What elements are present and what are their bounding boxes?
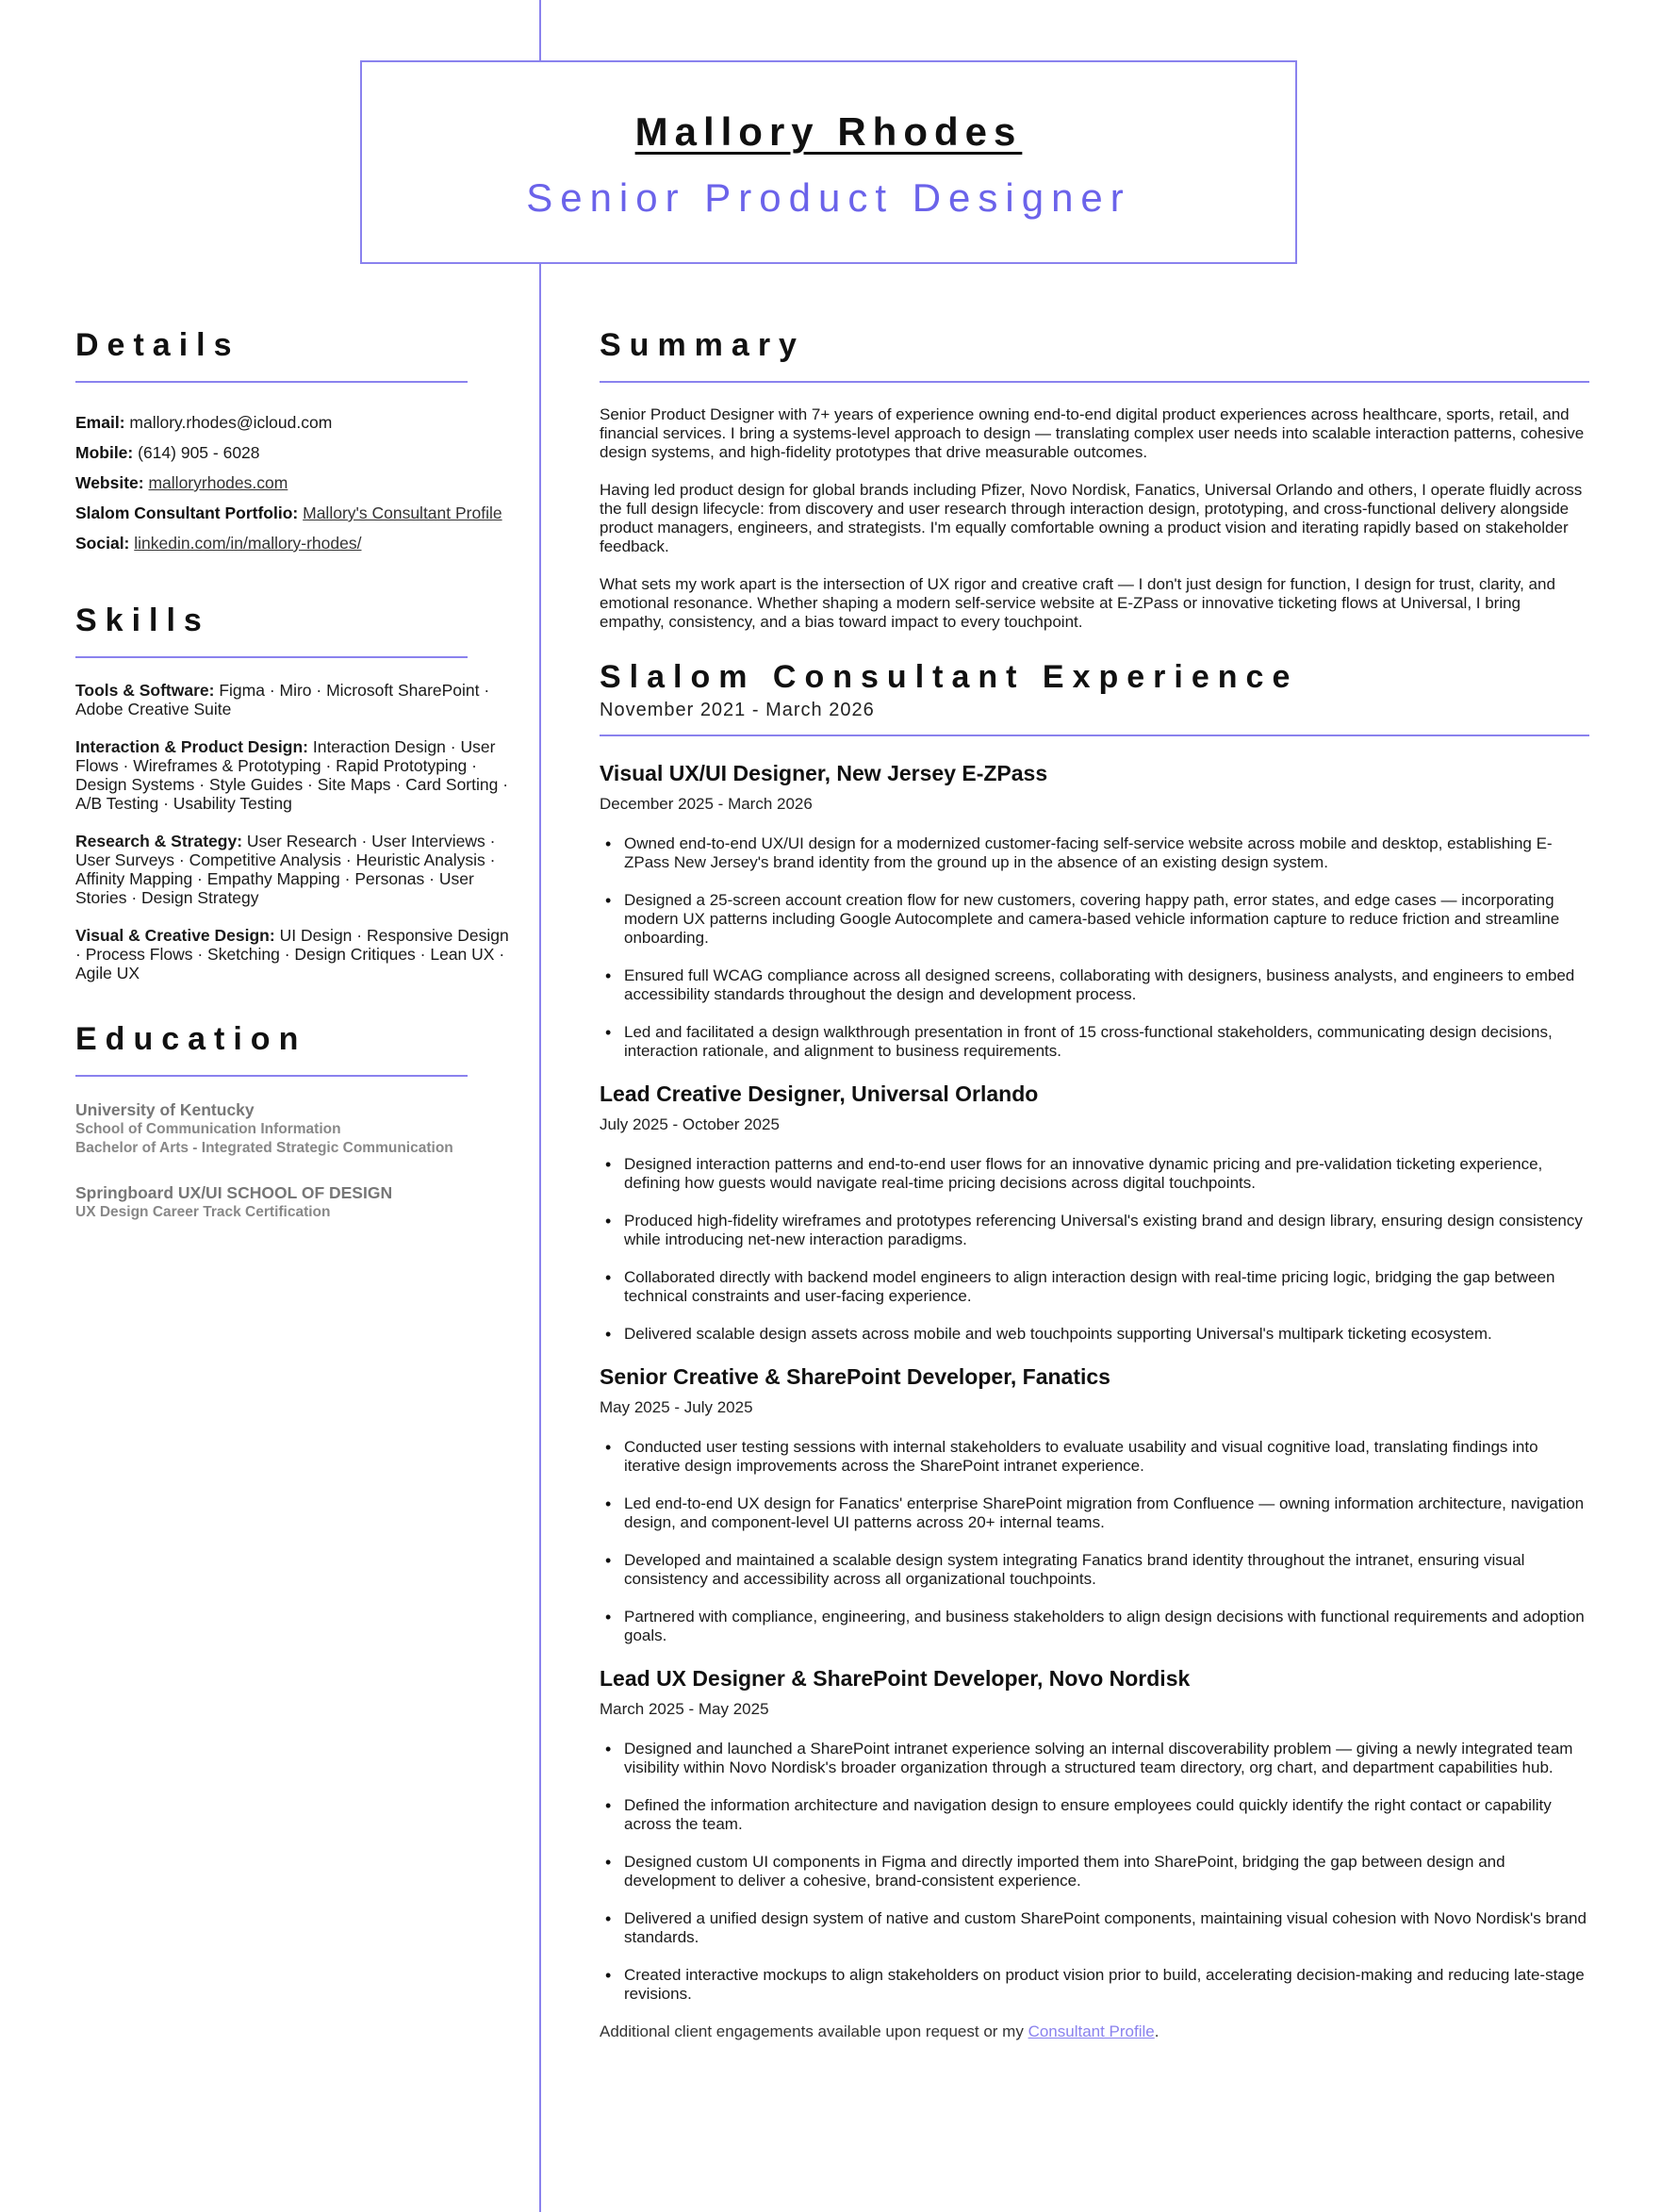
footer-note [600,2022,1589,2041]
skill-group [75,737,518,813]
school-name: Springboard UX/UI SCHOOL OF DESIGN [75,1183,393,1202]
job-bullets [600,1155,1589,1344]
education-item [75,1099,518,1158]
skill-group-label: Visual & Creative Design: [75,926,275,945]
skill-group-label: Research & Strategy: [75,832,243,850]
portfolio-label: Slalom Consultant Portfolio: [75,503,299,522]
section-rule [75,656,468,658]
social-row [75,528,518,558]
job-bullet: • Designed custom UI components in Figma and directly imported them into SharePoint, bridging the gap between design and development to deliver a cohesive, brand-consistent experience. [624,1853,1589,1890]
skills-section [75,600,518,982]
job-bullet: • Owned end-to-end UX/UI design for a modernized customer-facing self-service website across mobile and desktop, establishing E-ZPass New Jersey's brand identity from the ground up in the absence of an existing design system. [624,834,1589,872]
job-entry [600,1664,1589,2004]
candidate-name: Mallory Rhodes [634,109,1023,154]
skills-heading: Skills [75,603,210,638]
education-item [75,1182,518,1222]
job-title-headline: Senior Product Designer [526,175,1131,220]
social-label: Social: [75,534,130,553]
skill-group-text: Figma · Miro · Microsoft SharePoint · Adobe Creative Suite [75,681,490,718]
job-dates: July 2025 - October 2025 [600,1115,780,1133]
right-column [600,324,1589,2041]
job-bullets [600,1740,1589,2004]
job-title: Lead Creative Designer, Universal Orlando [600,1081,1039,1106]
job-bullet: • Led and facilitated a design walkthrough presentation in front of 15 cross-functional stakeholders, communicating design decisions, interaction rationale, and alignment to business requirements. [624,1023,1589,1061]
website-row [75,468,518,498]
left-column [75,324,518,1246]
job-bullets [600,1438,1589,1645]
details-section [75,324,518,558]
education-section [75,1018,518,1222]
job-bullet: • Led end-to-end UX design for Fanatics' enterprise SharePoint migration from Confluence — owning information architecture, navigation design, and component-level UI patterns across 20+ internal teams. [624,1494,1589,1532]
skill-group [75,681,518,718]
job-bullet: • Ensured full WCAG compliance across all designed screens, collaborating with designers, business analysts, and engineers to embed accessibility standards throughout the design and development process. [624,966,1589,1004]
job-bullet: • Delivered scalable design assets across mobile and web touchpoints supporting Universal's multipark ticketing ecosystem. [624,1325,1589,1344]
portfolio-link[interactable]: Mallory's Consultant Profile [303,503,502,522]
header [360,60,1297,264]
job-entry [600,1362,1589,1645]
job-bullet: • Designed a 25-screen account creation flow for new customers, covering happy path, error states, and edge cases — incorporating modern UX patterns including Google Autocomplete and camera-based vehicle information capture to reduce friction and streamline onboarding. [624,891,1589,948]
footer-end: . [1154,2022,1159,2040]
education-heading: Education [75,1021,307,1057]
job-bullet: • Conducted user testing sessions with internal stakeholders to evaluate usability and visual cognitive load, translating findings into iterative design improvements across the SharePoint intranet experience. [624,1438,1589,1476]
summary-heading: Summary [600,327,805,363]
summary-section [600,324,1589,632]
job-dates: December 2025 - March 2026 [600,795,813,813]
details-heading: Details [75,327,240,363]
summary-paragraph: What sets my work apart is the intersection of UX rigor and creative craft — I don't just design for function, I design for trust, clarity, and emotional resonance. Whether shaping a modern self-service website at E-ZPass or innovative ticketing flows at Universal, I bring empathy, consistency, and a bias toward impact to every touchpoint. [600,575,1555,631]
experience-heading: Slalom Consultant Experience [600,659,1299,695]
skill-group-label: Tools & Software: [75,681,215,700]
mobile-row [75,437,518,468]
website-link[interactable]: malloryrhodes.com [148,473,288,492]
degree-name: Bachelor of Arts - Integrated Strategic Communication [75,1140,453,1156]
social-link[interactable]: linkedin.com/in/mallory-rhodes/ [134,534,362,553]
section-rule [600,381,1589,383]
skill-group-label: Interaction & Product Design: [75,737,308,756]
skill-group-text: Interaction Design · User Flows · Wireframes & Prototyping · Rapid Prototyping · Design Systems · Style Guides · Site Maps · Card Sorting · A/B Testing · Usability Testing [75,737,509,813]
job-bullet: • Developed and maintained a scalable design system integrating Fanatics brand identity throughout the intranet, ensuring visual consistency and accessibility across all organizational touchpoints. [624,1551,1589,1589]
job-bullet: • Partnered with compliance, engineering, and business stakeholders to align design decisions with functional requirements and adoption goals. [624,1608,1589,1645]
job-bullet: • Collaborated directly with backend model engineers to align interaction design with real-time pricing logic, bridging the gap between technical constraints and user-facing experience. [624,1268,1589,1306]
skill-group-text: User Research · User Interviews · User Surveys · Competitive Analysis · Heuristic Analysis · Affinity Mapping · Empathy Mapping · Personas · User Stories · Design Strategy [75,832,496,907]
divider-line [539,0,541,2212]
section-rule [600,735,1589,736]
job-bullet: • Produced high-fidelity wireframes and prototypes referencing Universal's existing brand and design library, ensuring design consistency while introducing net-new interaction paradigms. [624,1212,1589,1249]
job-entry [600,1080,1589,1344]
summary-paragraph: Having led product design for global brands including Pfizer, Novo Nordisk, Fanatics, Universal Orlando and others, I operate fluidly across the full design lifecycle: from discovery and user research through interaction design, prototyping, and cross-functional delivery alongside product managers, engineers, and strategists. I'm equally comfortable owning a product vision and iterating rapidly based on stakeholder feedback. [600,481,1583,555]
skill-group [75,926,518,982]
mobile-value: (614) 905 - 6028 [138,443,260,462]
email-label: Email: [75,413,125,432]
job-title: Visual UX/UI Designer, New Jersey E-ZPass [600,761,1048,785]
section-rule [75,381,468,383]
job-title: Senior Creative & SharePoint Developer, Fanatics [600,1364,1110,1389]
skill-group-text: UI Design · Responsive Design · Process Flows · Sketching · Design Critiques · Lean UX · Agile UX [75,926,509,982]
summary-paragraph: Senior Product Designer with 7+ years of experience owning end-to-end digital product experiences across healthcare, sports, retail, and financial services. I bring a systems-level approach to design — translating complex user needs into scalable interaction patterns, cohesive design systems, and high-fidelity prototypes that drive measurable outcomes. [600,405,1585,461]
footer-text: Additional client engagements available upon request or my [600,2022,1028,2040]
job-entry [600,759,1589,1061]
email-value: mallory.rhodes@icloud.com [129,413,333,432]
experience-section [600,656,1589,2004]
portfolio-row [75,498,518,528]
job-bullet: • Defined the information architecture and navigation design to ensure employees could quickly identify the right contact or capability across the team. [624,1796,1589,1834]
website-label: Website: [75,473,144,492]
email-row [75,407,518,437]
school-detail: UX Design Career Track Certification [75,1204,331,1220]
job-bullets [600,834,1589,1061]
job-dates: May 2025 - July 2025 [600,1398,753,1416]
school-name: University of Kentucky [75,1100,255,1119]
school-detail: School of Communication Information [75,1121,341,1137]
section-rule [75,1075,468,1077]
job-bullet: • Created interactive mockups to align stakeholders on product vision prior to build, accelerating decision-making and reducing late-stage revisions. [624,1966,1589,2004]
skill-group [75,832,518,907]
mobile-label: Mobile: [75,443,134,462]
consultant-profile-link[interactable]: Consultant Profile [1028,2022,1155,2040]
job-bullet: • Delivered a unified design system of native and custom SharePoint components, maintaining visual cohesion with Novo Nordisk's brand standards. [624,1909,1589,1947]
job-dates: March 2025 - May 2025 [600,1700,769,1718]
experience-range: November 2021 - March 2026 [600,700,875,720]
job-bullet: • Designed and launched a SharePoint intranet experience solving an internal discoverability problem — giving a newly integrated team visibility within Novo Nordisk's broader organization through a structured team directory, org chart, and department capabilities hub. [624,1740,1589,1777]
job-title: Lead UX Designer & SharePoint Developer, Novo Nordisk [600,1666,1191,1691]
job-bullet: • Designed interaction patterns and end-to-end user flows for an innovative dynamic pricing and pre-validation ticketing experience, defining how guests would navigate real-time pricing decisions across digital touchpoints. [624,1155,1589,1193]
